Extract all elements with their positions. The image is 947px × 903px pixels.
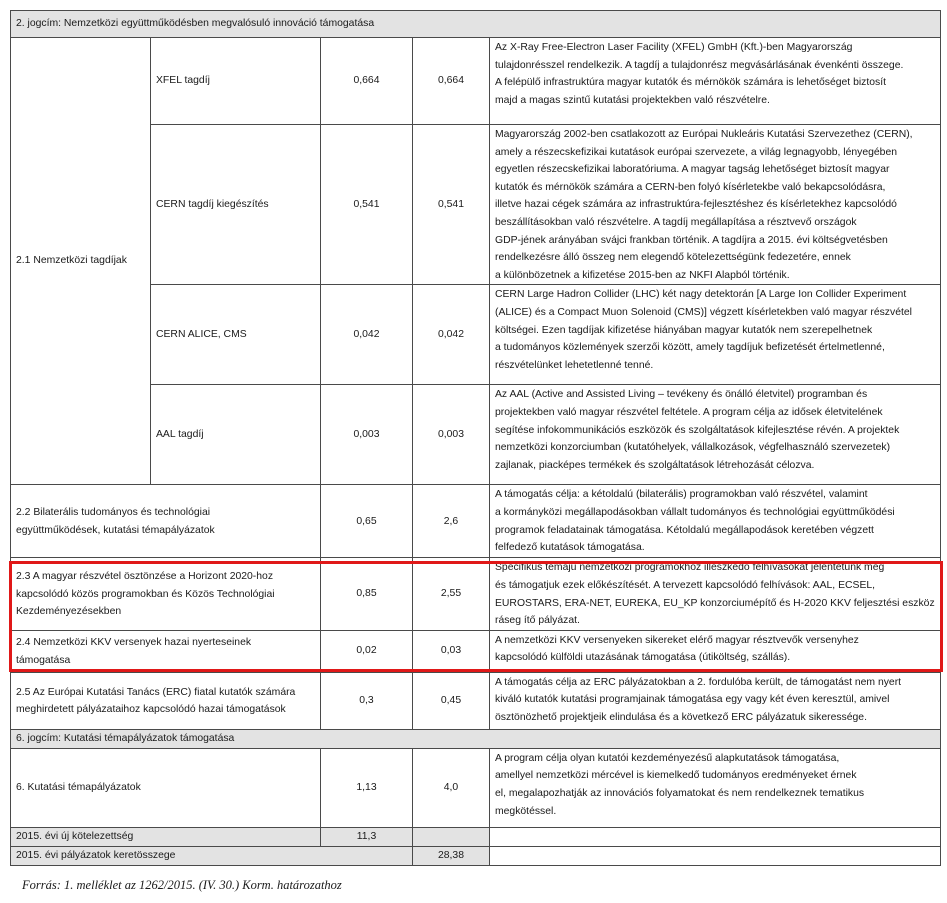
item-name-2-4: 2.4 Nemzetközi KKV versenyek hazai nyerteseinek támogatása [11, 630, 321, 672]
total-new-commitment-value: 11,3 [321, 827, 413, 846]
value-2-2-5: 0,45 [413, 672, 490, 729]
value-2-cern: 0,541 [413, 125, 490, 285]
value-2-2-2: 2,6 [413, 485, 490, 558]
value-1-cern: 0,541 [321, 125, 413, 285]
total-frame-row [11, 846, 941, 865]
table-row-2-2 [11, 485, 941, 558]
table-row-aal [11, 385, 941, 485]
group-label-2-1: 2.1 Nemzetközi tagdíjak [11, 38, 151, 485]
desc-2-2: A támogatás célja: a kétoldalú (bilaterális) programokban való részvétel, valamint a kormányközi megállapodásokban vállalt tudományos és technológiai együttműködési programok feladatainak támogatása. Kétoldalú megállapodások keretében végzett felfedező kutatások támogatása. [490, 485, 941, 558]
total-frame-label: 2015. évi pályázatok keretösszege [11, 846, 413, 865]
value-2-2-4: 0,03 [413, 630, 490, 672]
item-name-aal: AAL tagdíj [151, 385, 321, 485]
value-1-2-5: 0,3 [321, 672, 413, 729]
table-row-2-4 [11, 630, 941, 672]
total-new-commitment-label: 2015. évi új kötelezettség [11, 827, 321, 846]
value-1-2-2: 0,65 [321, 485, 413, 558]
desc-2-5: A támogatás célja az ERC pályázatokban a 2. fordulóba került, de támogatást nem nyert kiváló kutatók kutatási programjainak támogatása egy vagy két éven keresztül, amivel ösztönözhető projektjeik elindulása és a következő ERC pályázatuk sikeressége. [490, 672, 941, 729]
item-name-2-3: 2.3 A magyar részvétel ösztönzése a Horizont 2020-hoz kapcsolódó közös programokban és Közös Technológiai Kezdeményezésekben [11, 558, 321, 630]
desc-xfel: Az X-Ray Free-Electron Laser Facility (XFEL) GmbH (Kft.)-ben Magyarország tulajdonrésszel rendelkezik. A tagdíj a tulajdonrész megvásárlásának évenkénti összege. A felépülő infrastruktúra magyar kutatók és mérnökök számára is lehetőséget biztosít majd a magas szintű kutatási projektekben való részvételre. [490, 38, 941, 125]
value-1-cern-alice: 0,042 [321, 285, 413, 385]
desc-cern: Magyarország 2002-ben csatlakozott az Európai Nukleáris Kutatási Szervezethez (CERN), amely a részecskefizikai kutatások európai szervezete, a világ legnagyobb, lényegében egyetlen részecskefizikai laboratóriuma. A magyar tagság lehetőséget biztosít magyar kutatók és mérnökök számára a CERN-ben folyó kísérletekbe való bekapcsolódásra, illetve hazai cégek számára az infrastruktúra-fejlesztéshez és kísérletekhez kapcsolódó beszállításokban való részvételre. A tagdíj megállapítása a résztvevő országok GDP-jének arányában svájci frankban történik. A tagdíjra a 2015. évi költségvetésben rendelkezésre álló összeg nem elegendő kötelezettségünk fedezetére, ennek a különbözetnek a kifizetése 2015-ben az NKFI Alapból történik. [490, 125, 941, 285]
desc-2-4: A nemzetközi KKV versenyeken sikereket elérő magyar résztvevők versenyhez kapcsolódó külföldi utazásának támogatása (útiköltség, szállás). [490, 630, 941, 672]
item-name-2-2: 2.2 Bilaterális tudományos és technológiai együttműködések, kutatási témapályázatok [11, 485, 321, 558]
desc-cern-alice: CERN Large Hadron Collider (LHC) két nagy detektorán [A Large Ion Collider Experiment (ALICE) és a Compact Muon Solenoid (CMS)] végzett kísérletekben való magyar részvétel költségei. Ezen tagdíjak kifizetése hiányában magyar kutatók nem szerepelhetnek a tudományos közlemények szerzői között, amely tagdíjuk befizetését értelmetlenné, részvételünket lehetetlenné tenné. [490, 285, 941, 385]
source-note: Forrás: 1. melléklet az 1262/2015. (IV. 30.) Korm. határozathoz [22, 878, 342, 892]
value-2-6: 4,0 [413, 748, 490, 827]
value-1-aal: 0,003 [321, 385, 413, 485]
total-frame-blank [490, 846, 941, 865]
jogcim-2-header: 2. jogcím: Nemzetközi együttműködésben megvalósuló innováció támogatása [11, 11, 941, 38]
total-new-commitment-row [11, 827, 941, 846]
value-1-6: 1,13 [321, 748, 413, 827]
value-2-aal: 0,003 [413, 385, 490, 485]
table-row-6 [11, 748, 941, 827]
budget-table-wrapper [10, 10, 940, 866]
item-name-cern-alice: CERN ALICE, CMS [151, 285, 321, 385]
value-1-2-3: 0,85 [321, 558, 413, 630]
item-name-2-5: 2.5 Az Európai Kutatási Tanács (ERC) fiatal kutatók számára meghirdetett pályázataihoz kapcsolódó hazai támogatások [11, 672, 321, 729]
item-name-cern: CERN tagdíj kiegészítés [151, 125, 321, 285]
value-2-xfel: 0,664 [413, 38, 490, 125]
total-new-commitment-empty [413, 827, 490, 846]
desc-aal: Az AAL (Active and Assisted Living – tevékeny és önálló életvitel) programban és projektekben való magyar részvétel feltétele. A program célja az idősek életvitelének segítése infokommunikációs eszközök és szolgáltatások kifejlesztése révén. A projektek nemzetközi konzorciumban (kutatóhelyek, vállalkozások, végfelhasználó szervezetek) zajlanak, piacképes termékek és szolgáltatások létrehozását célozva. [490, 385, 941, 485]
table-row-xfel [11, 38, 941, 125]
total-new-commitment-blank [490, 827, 941, 846]
budget-table [10, 10, 941, 866]
value-2-cern-alice: 0,042 [413, 285, 490, 385]
desc-6: A program célja olyan kutatói kezdeményezésű alapkutatások támogatása, amellyel nemzetközi mércével is kiemelkedő tudományos eredményeket érnek el, megalapozhatják az innovációs folyamatokat és nem rendelkeznek tematikus megkötéssel. [490, 748, 941, 827]
desc-2-3: Specifikus témájú nemzetközi programokhoz illeszkedő felhívásokat jelentetünk meg és támogatjuk ezek előkészítését. A tervezett kapcsolódó felhívások: AAL, ECSEL, EUROSTARS, ERA-NET, EUREKA, EU_KP konzorciumépítő és H-2020 KKV feljesztési eszköz ráseg ítő pályázat. [490, 558, 941, 630]
item-name-xfel: XFEL tagdíj [151, 38, 321, 125]
table-row-2-3 [11, 558, 941, 630]
value-2-2-3: 2,55 [413, 558, 490, 630]
table-row-2-5 [11, 672, 941, 729]
table-row-cern [11, 125, 941, 285]
jogcim-6-header-row [11, 729, 941, 748]
value-1-2-4: 0,02 [321, 630, 413, 672]
table-row-cern-alice [11, 285, 941, 385]
total-frame-value: 28,38 [413, 846, 490, 865]
jogcim-2-header-row [11, 11, 941, 38]
value-1-xfel: 0,664 [321, 38, 413, 125]
item-name-6: 6. Kutatási témapályázatok [11, 748, 321, 827]
jogcim-6-header: 6. jogcím: Kutatási témapályázatok támogatása [11, 729, 941, 748]
